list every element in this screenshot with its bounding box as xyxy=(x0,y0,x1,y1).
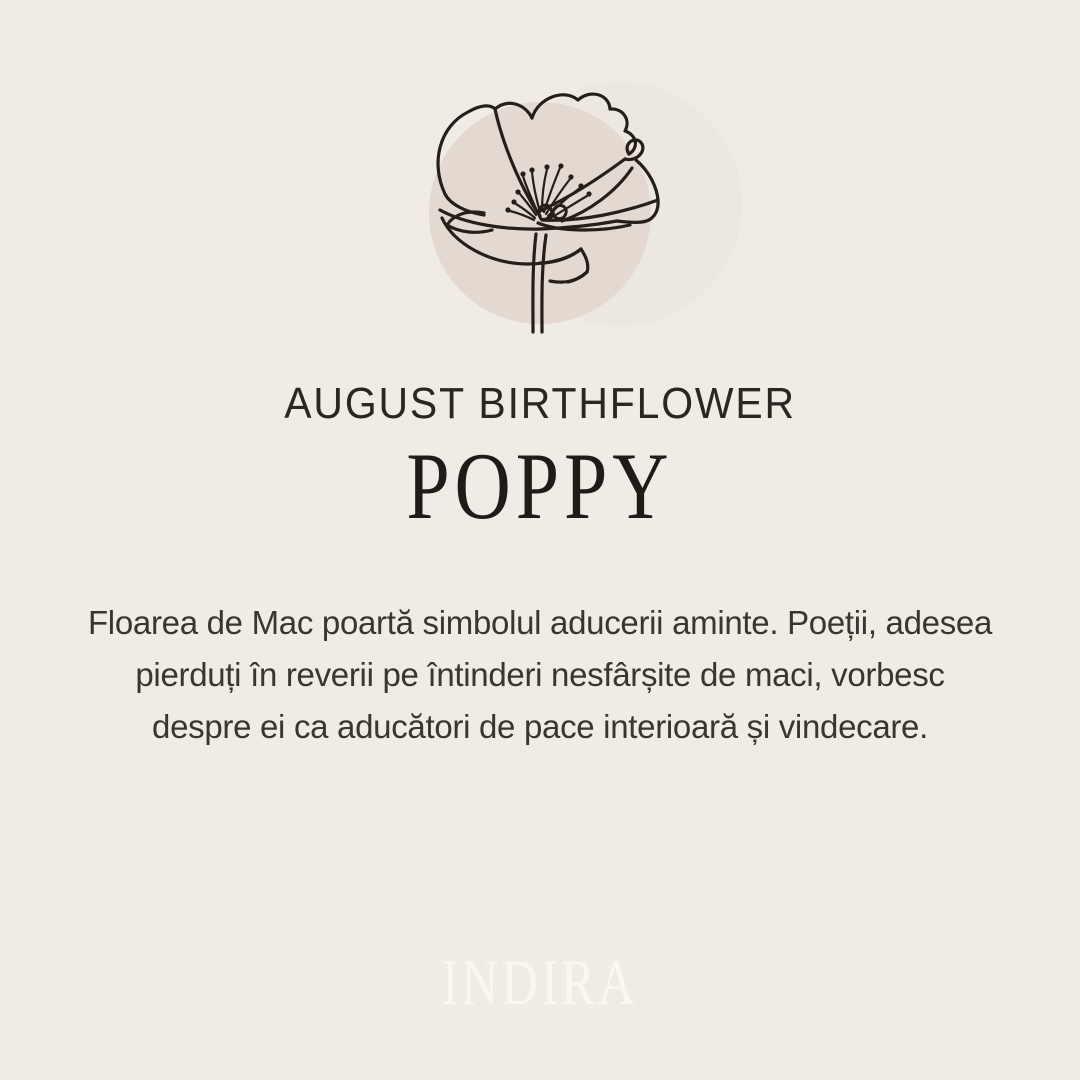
title-text: POPPY xyxy=(406,433,674,539)
eyebrow-heading xyxy=(0,378,1080,431)
description-line-2: pierduți în reverii pe întinderi nesfârșite de maci, vorbesc xyxy=(135,656,945,693)
brand-logo xyxy=(0,947,1080,1019)
description-paragraph xyxy=(0,597,1080,753)
page-title xyxy=(0,429,1080,543)
description-line-3: despre ei ca aducători de pace interioară și vindecare. xyxy=(152,708,928,745)
poppy-flower-icon xyxy=(420,82,780,352)
description-line-1: Floarea de Mac poartă simbolul aducerii aminte. Poeții, adesea xyxy=(87,604,993,641)
eyebrow-text: AUGUST BIRTHFLOWER xyxy=(284,379,796,428)
brand-text: INDIRA xyxy=(441,947,639,1019)
